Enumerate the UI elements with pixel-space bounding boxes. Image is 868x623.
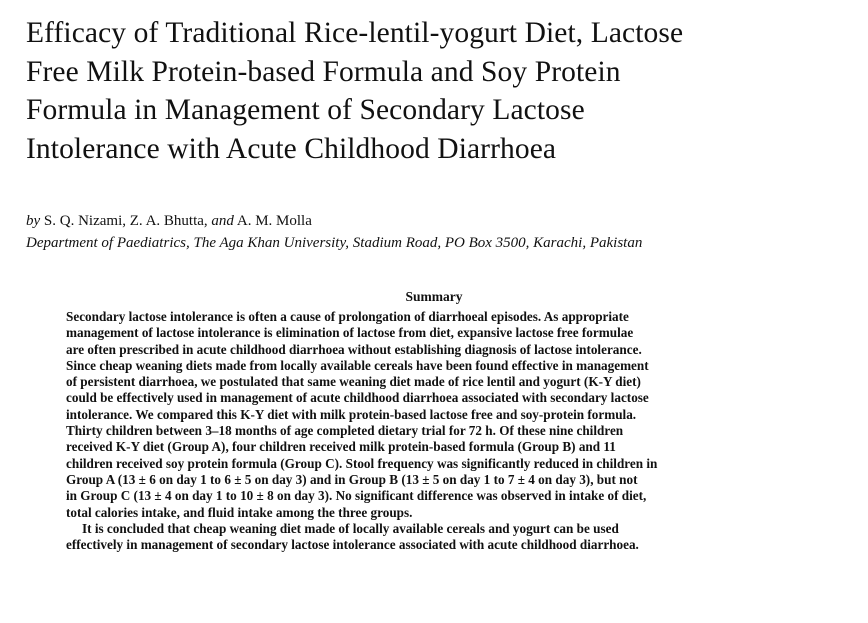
summary-line: total calories intake, and fluid intake among the three groups. (66, 504, 413, 520)
summary-line: children received soy protein formula (Group C). Stool frequency was significantly reduced in children in (66, 455, 658, 471)
author-by-word: by (26, 213, 41, 229)
summary-line: intolerance. We compared this K-Y diet with milk protein-based lactose free and soy-protein formula. (66, 406, 637, 422)
summary-line: Secondary lactose intolerance is often a cause of prolongation of diarrhoeal episodes. As appropriate (66, 309, 629, 324)
author-names-first: S. Q. Nizami, Z. A. Bhutta, (43, 213, 208, 229)
summary-line: Thirty children between 3–18 months of age completed dietary trial for 72 h. Of these nine children (66, 423, 624, 439)
summary-line: effectively in management of secondary lactose intolerance associated with acute childhood diarrhoea. (66, 537, 639, 553)
summary-line: are often prescribed in acute childhood diarrhoea without establishing diagnosis of lactose intolerance. (66, 341, 642, 357)
author-names-last: A. M. Molla (236, 213, 312, 229)
title-line: Free Milk Protein-based Formula and Soy Protein (26, 55, 621, 88)
summary-abstract (66, 309, 846, 553)
paper-title (26, 14, 861, 168)
title-line: Intolerance with Acute Childhood Diarrhoea (26, 132, 557, 165)
summary-line: received K-Y diet (Group A), four children received milk protein-based formula (Group B) and 11 (66, 439, 616, 455)
summary-line: Since cheap weaning diets made from locally available cereals have been found effective in management (66, 357, 649, 373)
summary-heading: Summary (405, 289, 463, 304)
summary-line: Group A (13 ± 6 on day 1 to 6 ± 5 on day 3) and in Group B (13 ± 5 on day 1 to 7 ± 4 on day 3), but not (66, 471, 638, 487)
summary-line: of persistent diarrhoea, we postulated that same weaning diet made of rice lentil and yogurt (K-Y diet) (66, 374, 641, 390)
summary-line: could be effectively used in management of acute childhood diarrhoea associated with secondary lactose (66, 390, 649, 406)
author-and-word: and (211, 213, 234, 229)
summary-line: management of lactose intolerance is elimination of lactose from diet, expansive lactose free formulae (66, 325, 634, 341)
author-list (26, 211, 861, 231)
title-line: Formula in Management of Secondary Lactose (26, 94, 585, 126)
summary-line: It is concluded that cheap weaning diet made of locally available cereals and yogurt can be used (82, 520, 619, 536)
author-affiliation: Department of Paediatrics, The Aga Khan University, Stadium Road, PO Box 3500, Karachi, Pakistan (26, 235, 643, 251)
summary-line: in Group C (13 ± 4 on day 1 to 10 ± 8 on day 3). No significant difference was observed in intake of diet, (66, 488, 647, 504)
title-line: Efficacy of Traditional Rice-lentil-yogurt Diet, Lactose (26, 17, 684, 49)
